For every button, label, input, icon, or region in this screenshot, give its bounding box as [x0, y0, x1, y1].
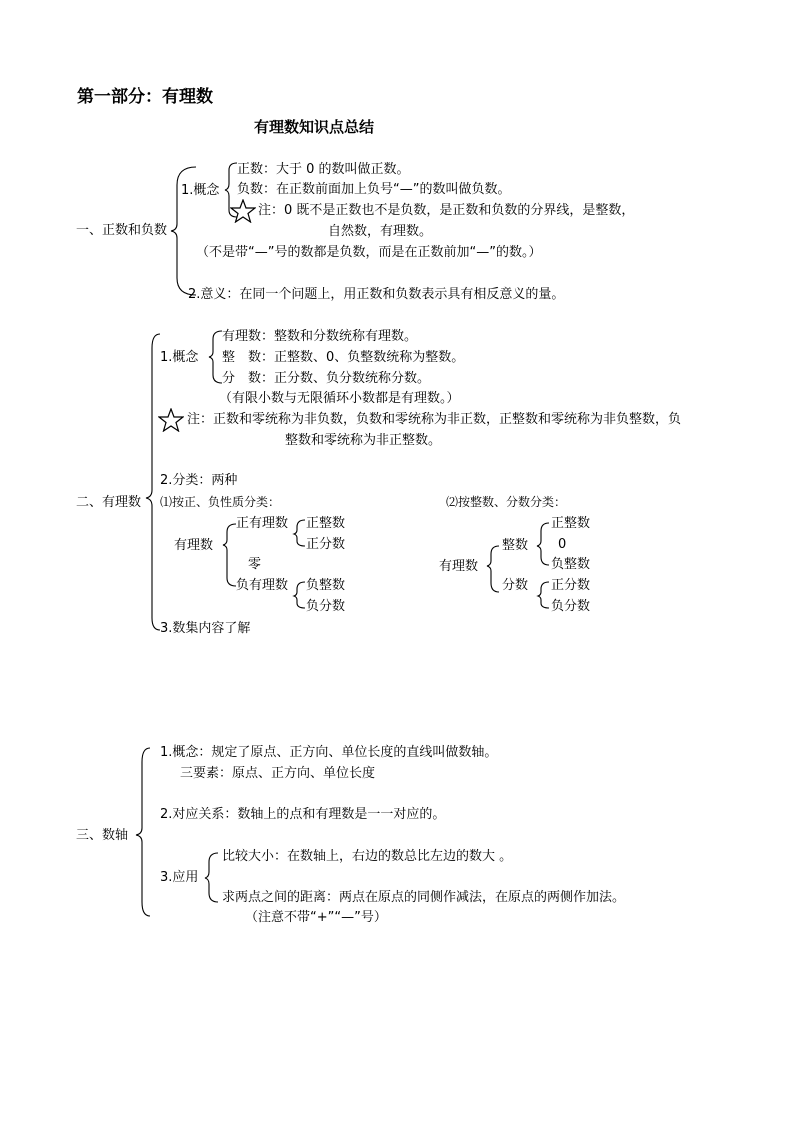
s3-three-elements: 三要素：原点、正方向、单位长度 [180, 766, 376, 781]
t2-root: 有理数 [439, 559, 479, 574]
s3-distance: 求两点之间的距离：两点在原点的同侧作减法，在原点的两侧作加法。 [222, 890, 626, 905]
s2-class2-title: ⑵按整数、分数分类： [446, 495, 567, 509]
brace-t1-pos [294, 520, 305, 546]
brace-s3 [136, 748, 150, 916]
section3-title: 三、数轴 [76, 828, 129, 843]
t2-positive-fraction: 正分数 [551, 578, 591, 593]
t2-integer: 整数 [502, 538, 529, 553]
s2-fraction-def: 分 数：正分数、负分数统称分数。 [222, 371, 431, 386]
t2-positive-integer: 正整数 [551, 516, 591, 531]
s1-meaning: 2.意义：在同一个问题上，用正数和负数表示具有相反意义的量。 [188, 287, 565, 302]
star-icon [158, 408, 184, 432]
doc-title: 有理数知识点总结 [254, 118, 375, 136]
s3-correspondence: 2.对应关系：数轴上的点和有理数是一一对应的。 [160, 807, 446, 822]
star-icon [230, 199, 256, 223]
t2-zero: 0 [558, 537, 567, 552]
brace-t2-frac [538, 582, 549, 608]
t1-zero: 零 [248, 557, 262, 572]
brace-s2 [146, 334, 160, 630]
s2-note-line1: 注：正数和零统称为非负数，负数和零统称为非正数，正整数和零统称为非负整数，负 [187, 412, 682, 427]
t2-negative-integer: 负整数 [551, 557, 591, 572]
brace-t2-root [487, 546, 499, 592]
s1-note-line3: （不是带“—”号的数都是负数，而是在正数前加“—”的数。） [196, 245, 542, 260]
t1-root: 有理数 [174, 538, 214, 553]
s1-negative-def: 负数：在正数前面加上负号“—”的数叫做负数。 [237, 182, 511, 197]
t1-positive-integer: 正整数 [306, 516, 346, 531]
t1-positive-rational: 正有理数 [236, 516, 289, 531]
t1-negative-fraction: 负分数 [306, 599, 346, 614]
s1-note-line2: 自然数，有理数。 [328, 224, 433, 239]
s2-class1-title: ⑴按正、负性质分类： [160, 495, 281, 509]
brace-t2-int [537, 523, 549, 565]
brace-s3-app [205, 853, 218, 902]
t2-fraction: 分数 [502, 578, 529, 593]
t1-negative-rational: 负有理数 [236, 578, 289, 593]
s3-sign-note: （注意不带“+”“—”号） [245, 910, 387, 925]
s2-concept-label: 1.概念 [160, 350, 199, 365]
s2-number-sets: 3.数集内容了解 [160, 621, 251, 636]
section2-title: 二、有理数 [76, 495, 142, 510]
s2-rational-def: 有理数：整数和分数统称有理数。 [222, 329, 418, 344]
s1-concept-label: 1.概念 [181, 183, 220, 198]
s2-finite-note: （有限小数与无限循环小数都是有理数。） [219, 391, 460, 406]
t1-positive-fraction: 正分数 [306, 537, 346, 552]
s2-integer-def: 整 数：正整数、0、负整数统称为整数。 [222, 350, 465, 365]
t1-negative-integer: 负整数 [306, 578, 346, 593]
s2-classification: 2.分类：两种 [160, 473, 238, 488]
s1-positive-def: 正数：大于 0 的数叫做正数。 [237, 162, 410, 177]
t2-negative-fraction: 负分数 [551, 599, 591, 614]
s1-note-line1: 注：0 既不是正数也不是负数，是正数和负数的分界线，是整数， [258, 203, 635, 218]
brace-s2-concept [209, 331, 222, 383]
brace-t1-neg [294, 582, 305, 608]
s3-concept: 1.概念：规定了原点、正方向、单位长度的直线叫做数轴。 [160, 745, 498, 760]
s3-application-label: 3.应用 [160, 870, 199, 885]
part-title: 第一部分：有理数 [77, 87, 213, 107]
s2-note-line2: 整数和零统称为非正整数。 [285, 433, 442, 448]
s3-compare: 比较大小：在数轴上，右边的数总比左边的数大 。 [222, 849, 513, 864]
brace-t1-root [223, 524, 236, 586]
section1-title: 一、正数和负数 [76, 223, 168, 238]
